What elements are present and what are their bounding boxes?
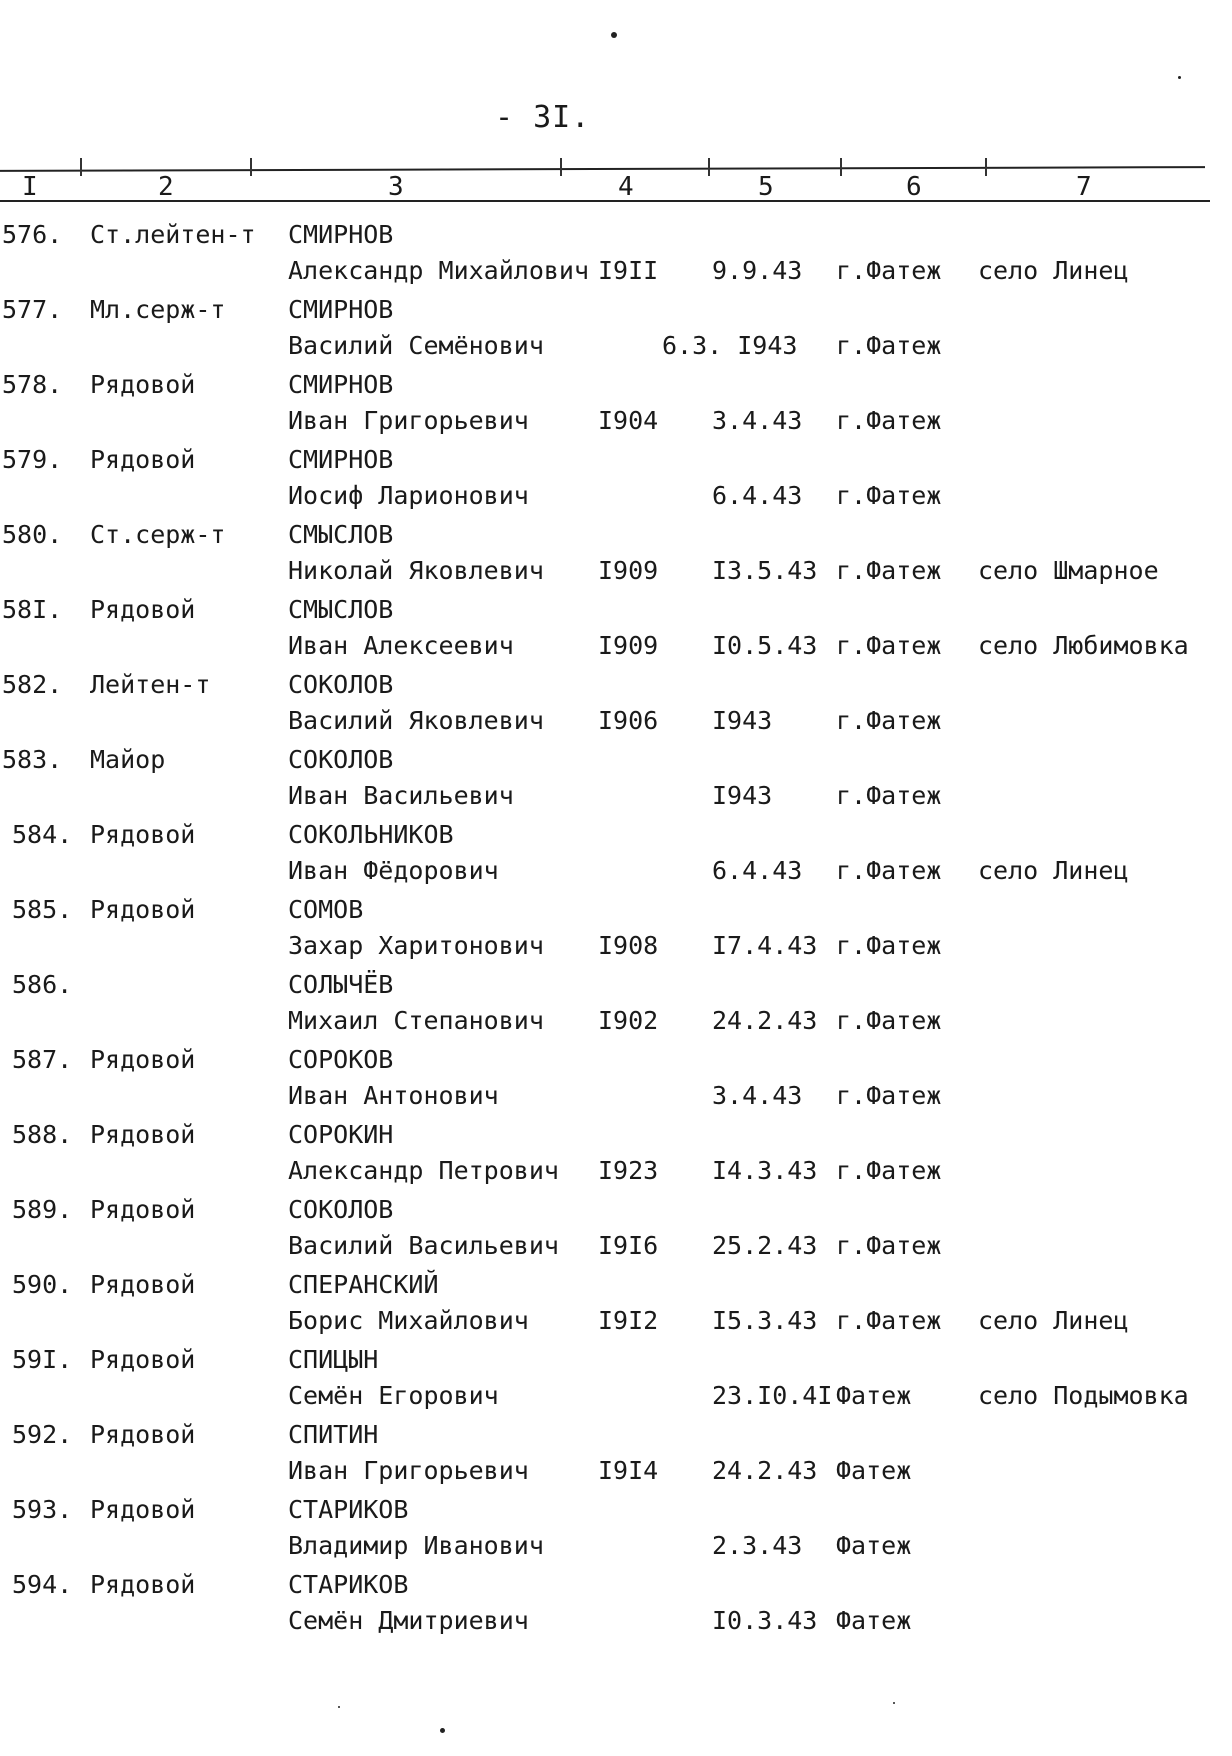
record-num: 588. — [12, 1120, 73, 1149]
record-surname: СОКОЛЬНИКОВ — [288, 820, 454, 849]
record-date: 24.2.43 — [712, 1006, 818, 1035]
scan-speck — [1178, 76, 1181, 79]
record-num: 578. — [2, 370, 63, 399]
record-rank: Рядовой — [90, 1345, 196, 1374]
record-place: г.Фатеж — [836, 556, 942, 585]
record-surname: СПИТИН — [288, 1420, 379, 1449]
record-date: I7.4.43 — [712, 931, 818, 960]
column-header-7: 7 — [1076, 172, 1092, 202]
column-header-1: I — [22, 172, 38, 202]
record-surname: СТАРИКОВ — [288, 1495, 409, 1524]
record-surname: СПИЦЫН — [288, 1345, 379, 1374]
record-place: Фатеж — [836, 1606, 912, 1635]
record-name: Василий Семёнович — [288, 331, 544, 360]
record-date: 25.2.43 — [712, 1231, 818, 1260]
record-num: 577. — [2, 295, 63, 324]
record-surname: СОМОВ — [288, 895, 364, 924]
scan-speck — [893, 1702, 895, 1704]
record-name: Василий Яковлевич — [288, 706, 544, 735]
record-rank: Рядовой — [90, 595, 196, 624]
record-num: 589. — [12, 1195, 73, 1224]
column-divider — [985, 158, 987, 176]
record-year: I902 — [598, 1006, 659, 1035]
record-num: 587. — [12, 1045, 73, 1074]
record-num: 579. — [2, 445, 63, 474]
record-surname: СТАРИКОВ — [288, 1570, 409, 1599]
record-surname: СОЛЫЧЁВ — [288, 970, 394, 999]
record-name: Семён Егорович — [288, 1381, 499, 1410]
record-place: г.Фатеж — [836, 1306, 942, 1335]
record-date: I943 — [712, 706, 773, 735]
record-surname: СМИРНОВ — [288, 220, 394, 249]
record-date: I0.3.43 — [712, 1606, 818, 1635]
record-name: Михаил Степанович — [288, 1006, 544, 1035]
record-surname: СОРОКИН — [288, 1120, 394, 1149]
record-date: I3.5.43 — [712, 556, 818, 585]
record-date: I4.3.43 — [712, 1156, 818, 1185]
column-header-5: 5 — [758, 172, 774, 202]
record-village: село Линец — [978, 256, 1129, 285]
column-divider — [840, 158, 842, 176]
column-header-2: 2 — [158, 172, 174, 202]
record-place: г.Фатеж — [836, 931, 942, 960]
record-date: I5.3.43 — [712, 1306, 818, 1335]
record-surname: СПЕРАНСКИЙ — [288, 1270, 439, 1299]
record-date: I943 — [712, 781, 773, 810]
record-rank: Ст.лейтен-т — [90, 220, 256, 249]
record-village: село Линец — [978, 856, 1129, 885]
scan-speck — [611, 32, 617, 38]
column-header-6: 6 — [906, 172, 922, 202]
scan-speck — [440, 1728, 445, 1733]
record-place: г.Фатеж — [836, 331, 942, 360]
record-place: г.Фатеж — [836, 631, 942, 660]
record-year: I909 — [598, 631, 659, 660]
record-village: село Линец — [978, 1306, 1129, 1335]
record-name: Александр Петрович — [288, 1156, 559, 1185]
record-rank: Майор — [90, 745, 166, 774]
column-divider — [250, 158, 252, 176]
record-rank: Ст.серж-т — [90, 520, 226, 549]
record-name: Николай Яковлевич — [288, 556, 544, 585]
record-rank: Мл.серж-т — [90, 295, 226, 324]
column-divider — [708, 158, 710, 176]
record-num: 58I. — [2, 595, 63, 624]
record-place: Фатеж — [836, 1531, 912, 1560]
record-date: I0.5.43 — [712, 631, 818, 660]
column-divider — [80, 158, 82, 176]
record-rank: Рядовой — [90, 1270, 196, 1299]
record-year: I9II — [598, 256, 659, 285]
record-date: 6.4.43 — [712, 856, 803, 885]
record-date: 23.I0.4I — [712, 1381, 833, 1410]
record-name: Семён Дмитриевич — [288, 1606, 529, 1635]
record-name: Владимир Иванович — [288, 1531, 544, 1560]
header-top-rule — [0, 166, 1205, 172]
record-rank: Рядовой — [90, 1045, 196, 1074]
record-place: г.Фатеж — [836, 256, 942, 285]
record-date: 2.3.43 — [712, 1531, 803, 1560]
record-name: Иван Григорьевич — [288, 1456, 529, 1485]
record-surname: СМЫСЛОВ — [288, 520, 394, 549]
record-place: Фатеж — [836, 1381, 912, 1410]
record-year: I923 — [598, 1156, 659, 1185]
record-surname: СМИРНОВ — [288, 370, 394, 399]
record-rank: Рядовой — [90, 445, 196, 474]
header-bottom-rule — [0, 200, 1210, 202]
record-date: 3.4.43 — [712, 1081, 803, 1110]
record-name: Иван Васильевич — [288, 781, 514, 810]
record-date: 6.3. I943 — [662, 331, 798, 360]
record-surname: СОРОКОВ — [288, 1045, 394, 1074]
record-place: г.Фатеж — [836, 1006, 942, 1035]
record-date: 6.4.43 — [712, 481, 803, 510]
scan-speck — [338, 1706, 340, 1708]
record-num: 592. — [12, 1420, 73, 1449]
record-name: Иосиф Ларионович — [288, 481, 529, 510]
record-rank: Рядовой — [90, 1495, 196, 1524]
record-name: Захар Харитонович — [288, 931, 544, 960]
record-num: 585. — [12, 895, 73, 924]
column-divider — [560, 158, 562, 176]
record-rank: Лейтен-т — [90, 670, 211, 699]
record-surname: СМИРНОВ — [288, 445, 394, 474]
record-date: 24.2.43 — [712, 1456, 818, 1485]
record-place: г.Фатеж — [836, 856, 942, 885]
record-num: 593. — [12, 1495, 73, 1524]
record-rank: Рядовой — [90, 1420, 196, 1449]
record-num: 583. — [2, 745, 63, 774]
record-year: I909 — [598, 556, 659, 585]
record-name: Александр Михайлович — [288, 256, 590, 285]
record-name: Иван Алексеевич — [288, 631, 514, 660]
record-name: Василий Васильевич — [288, 1231, 559, 1260]
record-name: Борис Михайлович — [288, 1306, 529, 1335]
record-num: 582. — [2, 670, 63, 699]
record-place: г.Фатеж — [836, 781, 942, 810]
record-year: I908 — [598, 931, 659, 960]
record-year: I904 — [598, 406, 659, 435]
record-place: г.Фатеж — [836, 706, 942, 735]
record-name: Иван Фёдорович — [288, 856, 499, 885]
record-year: I906 — [598, 706, 659, 735]
column-header-3: 3 — [388, 172, 404, 202]
record-rank: Рядовой — [90, 370, 196, 399]
record-rank: Рядовой — [90, 895, 196, 924]
record-surname: СОКОЛОВ — [288, 670, 394, 699]
page-number: - 3I. — [495, 100, 591, 135]
record-place: Фатеж — [836, 1456, 912, 1485]
column-header-4: 4 — [618, 172, 634, 202]
record-num: 586. — [12, 970, 73, 999]
record-place: г.Фатеж — [836, 1231, 942, 1260]
record-surname: СОКОЛОВ — [288, 745, 394, 774]
record-num: 580. — [2, 520, 63, 549]
record-num: 576. — [2, 220, 63, 249]
record-date: 9.9.43 — [712, 256, 803, 285]
record-surname: СМИРНОВ — [288, 295, 394, 324]
record-rank: Рядовой — [90, 820, 196, 849]
record-num: 590. — [12, 1270, 73, 1299]
record-surname: СОКОЛОВ — [288, 1195, 394, 1224]
record-year: I9I4 — [598, 1456, 659, 1485]
record-rank: Рядовой — [90, 1195, 196, 1224]
record-village: село Шмарное — [978, 556, 1159, 585]
record-num: 584. — [12, 820, 73, 849]
record-num: 594. — [12, 1570, 73, 1599]
record-rank: Рядовой — [90, 1570, 196, 1599]
record-place: г.Фатеж — [836, 481, 942, 510]
record-date: 3.4.43 — [712, 406, 803, 435]
record-name: Иван Григорьевич — [288, 406, 529, 435]
record-surname: СМЫСЛОВ — [288, 595, 394, 624]
record-village: село Подымовка — [978, 1381, 1189, 1410]
record-place: г.Фатеж — [836, 1156, 942, 1185]
record-village: село Любимовка — [978, 631, 1189, 660]
record-name: Иван Антонович — [288, 1081, 499, 1110]
record-year: I9I6 — [598, 1231, 659, 1260]
record-place: г.Фатеж — [836, 1081, 942, 1110]
record-rank: Рядовой — [90, 1120, 196, 1149]
record-place: г.Фатеж — [836, 406, 942, 435]
record-num: 59I. — [12, 1345, 73, 1374]
record-year: I9I2 — [598, 1306, 659, 1335]
